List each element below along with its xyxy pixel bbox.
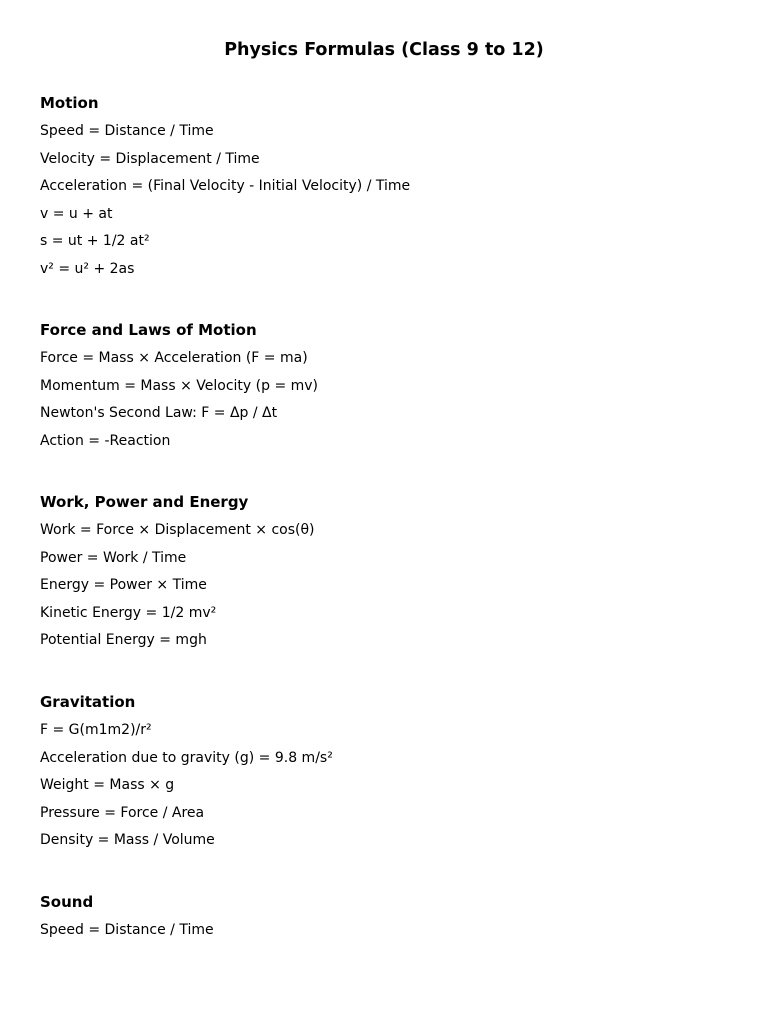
formula-item: Action = -Reaction — [40, 432, 171, 449]
formula-item: Pressure = Force / Area — [40, 804, 205, 821]
section-heading: Force and Laws of Motion — [40, 321, 257, 339]
formula-item: v² = u² + 2as — [40, 260, 135, 277]
formula-item: F = G(m1m2)/r² — [40, 722, 152, 738]
formula-list — [40, 521, 740, 649]
formula-list — [40, 349, 740, 450]
formula-item: Speed = Distance / Time — [40, 123, 214, 139]
formula-item: Potential Energy = mgh — [40, 632, 207, 648]
formula-list — [40, 721, 740, 849]
section-gravitation — [40, 692, 740, 859]
section-motion — [40, 93, 740, 287]
formula-item: Velocity = Displacement / Time — [40, 150, 260, 167]
formula-list — [40, 122, 740, 278]
section-heading: Work, Power and Energy — [40, 493, 249, 511]
formula-item: Density = Mass / Volume — [40, 832, 215, 848]
formula-item: Work = Force × Displacement × cos(θ) — [40, 522, 315, 538]
section-force-and-laws-of-motion — [40, 320, 740, 459]
formula-item: Energy = Power × Time — [40, 577, 207, 593]
formula-item: Speed = Distance / Time — [40, 922, 214, 938]
section-heading: Sound — [40, 893, 94, 911]
formula-item: Kinetic Energy = 1/2 mv² — [40, 604, 217, 621]
formula-item: s = ut + 1/2 at² — [40, 233, 150, 249]
section-work-power-energy — [40, 492, 740, 659]
section-heading: Gravitation — [40, 693, 136, 711]
formula-item: Newton's Second Law: F = Δp / Δt — [40, 405, 278, 421]
formula-item: Weight = Mass × g — [40, 777, 175, 793]
page-title: Physics Formulas (Class 9 to 12) — [224, 40, 544, 60]
section-heading: Motion — [40, 94, 99, 112]
formula-item: v = u + at — [40, 205, 113, 222]
formula-item: Power = Work / Time — [40, 549, 187, 566]
section-sound — [40, 892, 740, 949]
formula-list — [40, 921, 740, 939]
formula-item: Momentum = Mass × Velocity (p = mv) — [40, 377, 319, 394]
formula-item: Force = Mass × Acceleration (F = ma) — [40, 350, 308, 366]
formula-item: Acceleration due to gravity (g) = 9.8 m/s² — [40, 749, 333, 766]
formula-item: Acceleration = (Final Velocity - Initial Velocity) / Time — [40, 178, 411, 194]
